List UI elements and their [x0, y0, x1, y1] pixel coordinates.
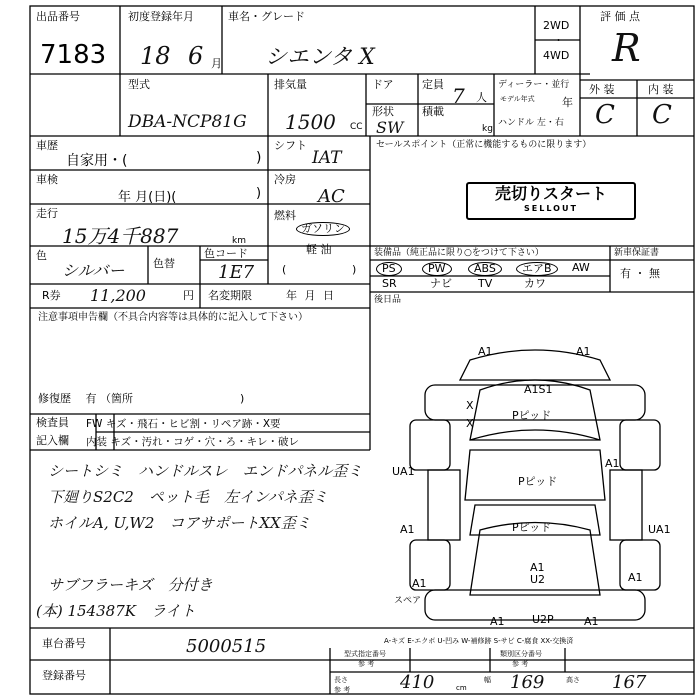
fuel-paren-close: ): [352, 263, 357, 276]
first-reg-year: 18: [140, 42, 171, 70]
exterior-label: 外 装: [589, 83, 615, 96]
handle-label: ハンドル 左・右: [498, 118, 564, 128]
lot-number: 7183: [40, 40, 107, 70]
mark-fender-left: X: [466, 399, 474, 412]
model-value: DBA-NCP81G: [128, 112, 247, 132]
month-char: 月: [211, 57, 222, 70]
chassis-value: 5000515: [186, 636, 267, 657]
width-value: 169: [510, 672, 545, 693]
equip-pw: PW: [422, 262, 452, 276]
sellout-stamp: [466, 182, 636, 220]
repair-close: ): [240, 392, 245, 405]
warranty-value: 有 ・ 無: [620, 267, 660, 280]
drive-dot: ・: [553, 34, 564, 47]
model-year-label: モデル年式: [500, 95, 535, 103]
class-label: 類別区分番号: [500, 650, 542, 658]
mark-windshield: Pピッド: [512, 409, 552, 422]
mileage-value: 15万4千887: [62, 224, 179, 248]
mark-right-rear: UA1: [648, 523, 671, 536]
height-label: 高さ: [566, 676, 580, 684]
displacement-label: 排気量: [274, 78, 307, 91]
shape-value: SW: [376, 118, 404, 137]
color-value: シルバー: [62, 261, 125, 280]
score-label: 評 価 点: [600, 10, 640, 23]
interior-value: C: [652, 100, 672, 130]
equip-leather: カワ: [524, 277, 546, 290]
lot-number-label: 出品番号: [36, 10, 80, 23]
bottom-note-1: サブフラーキズ 分付き: [48, 576, 213, 594]
name-grade-value: シエンタ X: [265, 45, 375, 70]
equipment-label: 装備品（純正品に限り○をつけて下さい）: [374, 248, 544, 258]
fuel-light-oil: 軽 油: [306, 243, 332, 256]
model-label: 型式: [128, 78, 150, 91]
name-change-value: 年 月 日: [286, 289, 336, 302]
dealer-label: ディーラー・並行: [498, 80, 570, 90]
color-code-label: 色コード: [204, 247, 248, 260]
color-code-value: 1E7: [218, 262, 255, 283]
first-reg-label: 初度登録年月: [128, 10, 194, 23]
mark-rear-bumper: U2P: [532, 613, 554, 626]
repair-history: 修復歴 有 （箇所: [38, 392, 133, 405]
length-label: 長さ: [334, 676, 348, 684]
height-value: 167: [612, 672, 647, 693]
fw-row: FW キズ・飛石・ヒビ割・リペア跡・X要: [86, 418, 281, 430]
displacement-value: 1500: [285, 110, 336, 134]
score-value: R: [612, 26, 641, 70]
shift-value: IAT: [312, 148, 342, 168]
load-label: 積載: [422, 105, 444, 118]
mark-right-door: A1: [605, 457, 620, 470]
mark-front-left: A1: [478, 345, 493, 358]
year-char: 年: [562, 96, 573, 109]
mark-rear-bumper-left: A1: [490, 615, 505, 628]
exterior-value: C: [595, 100, 615, 130]
first-reg-month: 6: [188, 42, 204, 70]
aircon-label: 冷房: [274, 173, 296, 186]
mark-tailgate-2: U2: [530, 573, 546, 586]
interior-label: 内 装: [648, 83, 674, 96]
name-grade-label: 車名・グレード: [228, 10, 305, 23]
mark-front-right: A1: [576, 345, 591, 358]
yen-unit: 円: [183, 289, 194, 302]
inspector-label: 検査員: [36, 416, 69, 429]
equip-tv: TV: [478, 277, 493, 290]
shift-label: シフト: [274, 139, 307, 152]
drive-2wd: 2WD: [543, 19, 570, 32]
chassis-label: 車台番号: [42, 637, 86, 650]
length-ref: 参 考: [334, 686, 351, 694]
mark-rear-bumper-right: A1: [584, 615, 599, 628]
mark-left-door: UA1: [392, 465, 415, 478]
mark-rear-quarter-left: A1: [412, 577, 427, 590]
history-value: 自家用・(: [66, 153, 128, 169]
color-change-label: 色替: [153, 257, 175, 270]
sellout-stamp-main: 売切りスタート: [494, 184, 607, 203]
fuel-paren-open: (: [282, 263, 287, 276]
future-items-label: 後日品: [374, 295, 402, 305]
mileage-label: 走行: [36, 207, 58, 220]
model-cert-label: 型式指定番号: [344, 650, 386, 658]
r-ticket-label: R券: [42, 289, 61, 302]
equip-aw: AW: [572, 261, 590, 274]
equip-sr: SR: [382, 277, 397, 290]
fuel-label: 燃料: [274, 209, 296, 222]
mark-rear-glass: Pピッド: [512, 521, 552, 534]
capacity-label: 定員: [422, 78, 444, 91]
history-close: ): [256, 150, 262, 166]
km-unit: km: [232, 236, 246, 246]
length-unit: cm: [456, 684, 467, 692]
fuel-gasoline: ガソリン: [296, 222, 350, 236]
mark-roof: Pピッド: [518, 475, 558, 488]
bottom-note-2: (本) 154387K ライト: [36, 602, 196, 620]
note-line-3: ホイルA, U,W2 コアサポートXX歪ミ: [48, 514, 311, 532]
kg-unit: kg: [482, 124, 493, 134]
notes-label: 注意事項申告欄（不具合内容等は具体的に記入して下さい）: [38, 312, 308, 323]
spare-label: スペア: [394, 596, 422, 606]
warranty-label: 新車保証書: [614, 248, 660, 258]
sales-point-label: セールスポイント（正常に機能するものに限ります）: [376, 140, 592, 150]
inspection-label: 車検: [36, 173, 58, 186]
model-cert-ref: 参 考: [358, 660, 375, 668]
color-label: 色: [36, 249, 47, 262]
equip-abs: ABS: [468, 262, 502, 276]
equip-ps: PS: [376, 262, 402, 276]
mark-left-rear: A1: [400, 523, 415, 536]
length-value: 410: [400, 672, 435, 693]
mark-fender-left-2: X: [466, 417, 474, 430]
capacity-value: 7: [452, 84, 465, 108]
door-label: ドア: [372, 78, 394, 91]
mark-tailgate: A1: [530, 561, 545, 574]
note-line-2: 下廻りS2C2 ペット毛 左インパネ歪ミ: [48, 488, 328, 506]
history-label: 車歴: [36, 139, 58, 152]
cc-unit: CC: [350, 122, 363, 132]
shape-label: 形状: [372, 105, 394, 118]
reg-label: 登録番号: [42, 669, 86, 682]
mark-rear-quarter-right: A1: [628, 571, 643, 584]
drive-4wd: 4WD: [543, 49, 570, 62]
interior-row: 内装 キズ・汚れ・コゲ・穴・ろ・キレ・破レ: [86, 436, 300, 448]
inspection-value: 年 月(日)(: [118, 190, 177, 205]
width-label: 幅: [484, 676, 491, 684]
class-ref: 参 考: [512, 660, 529, 668]
equip-navi: ナビ: [430, 277, 452, 290]
writer-label: 記入欄: [36, 434, 69, 447]
mark-bonnet: A1S1: [524, 383, 553, 396]
r-ticket-value: 11,200: [90, 286, 146, 305]
note-line-1: シートシミ ハンドルスレ エンドパネル歪ミ: [48, 462, 363, 480]
legend: A-キズ E-エクボ U-凹み W-補修跡 S-サビ C-腐食 XX-交換済: [384, 637, 574, 645]
sellout-stamp-sub: SELLOUT: [524, 204, 578, 213]
name-change-label: 名変期限: [208, 289, 252, 302]
inspection-close: ): [256, 186, 262, 201]
person-unit: 人: [476, 91, 487, 104]
equip-airbag: エアB: [516, 262, 558, 276]
aircon-value: AC: [318, 186, 345, 207]
